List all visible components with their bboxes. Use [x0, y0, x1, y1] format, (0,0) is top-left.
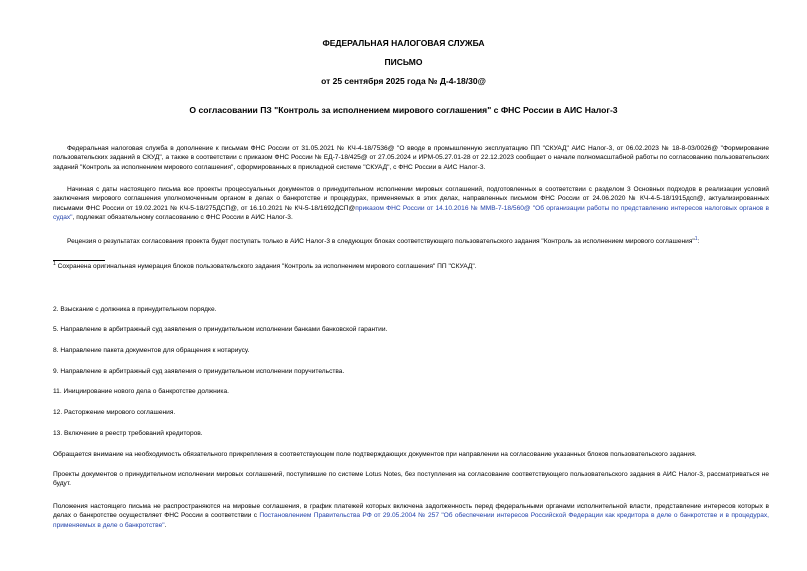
- agency-name: ФЕДЕРАЛЬНАЯ НАЛОГОВАЯ СЛУЖБА: [322, 38, 485, 48]
- list-item: 12. Расторжение мирового соглашения.: [53, 409, 176, 416]
- paragraph-3: [53, 237, 769, 246]
- document-title: О согласовании ПЗ "Контроль за исполнением мирового соглашения" с ФНС России в АИС Налог-3: [189, 105, 618, 115]
- list-item: 13. Включение в реестр требований кредиторов.: [53, 430, 203, 437]
- paragraph-6-text: Положения настоящего письма не распространяются на мировые соглашения, в график платежей которых включена задолженность перед федеральными органами исполнительной власти, представление интересов которых в делах о банкротстве осуществляет ФНС России в соответствии с: [53, 503, 769, 520]
- government-decree-link[interactable]: Постановлением Правительства РФ от 29.05.2004 № 257 "Об обеспечении интересов Российской Федерации как кредитора в деле о банкротстве и в процедурах, применяемых в деле о банкротстве": [53, 512, 769, 529]
- paragraph-6: [53, 502, 769, 530]
- list-item: 2. Взыскание с должника в принудительном порядке.: [53, 306, 217, 313]
- paragraph-6-end: .: [164, 521, 167, 529]
- order-link[interactable]: приказом ФНС России от 14.10.2016 № ММВ-7-18/560@ "Об организации работы по представлению интересов налоговых органов в судах": [53, 204, 769, 221]
- paragraph-4: Обращается внимание на необходимость обязательного прикрепления в соответствующем поле подтверждающих документов при направлении на согласование указанных блоков пользовательского задания.: [53, 451, 697, 458]
- paragraph-1: Федеральная налоговая служба в дополнение к письмам ФНС России от 31.05.2021 № КЧ-4-18/7536@ "О вводе в промышленную эксплуатацию ПП "СКУАД" АИС Налог-3, от 06.02.2023 № 18-8-03/0026@ "Формирование пользовательских заданий в СКУД", а также в соответствии с приказом ФНС России № ЕД-7-18/425@ от 27.05.2024 и ИРМ-05.27.01-28 от 22.12.2023 сообщает о начале полномасштабной работы по согласованию пользовательских заданий "Контроль за исполнением мирового соглашения", сформированных в прикладной системе "СКУАД", с ФНС России в АИС Налог-3.: [53, 145, 769, 171]
- footnote-mark: 1: [53, 260, 56, 267]
- list-item: 9. Направление в арбитражный суд заявления о принудительном исполнении поручительства.: [53, 368, 345, 375]
- footnote: [53, 262, 769, 271]
- footnote-divider: [53, 260, 105, 261]
- list-item: 11. Инициирование нового дела о банкротстве должника.: [53, 388, 229, 395]
- document-type: ПИСЬМО: [384, 57, 423, 67]
- paragraph-2-end: , подлежат обязательному согласованию с ФНС России в АИС Налог-3.: [72, 213, 293, 221]
- paragraph-2: [53, 185, 769, 222]
- list-item: 5. Направление в арбитражный суд заявления о принудительном исполнении банками банковской гарантии.: [53, 326, 388, 333]
- paragraph-3-end: :: [697, 238, 700, 245]
- footnote-ref[interactable]: 1: [694, 235, 698, 242]
- paragraph-5: Проекты документов о принудительном исполнении мировых соглашений, поступившие по системе Lotus Notes, без поступления на согласование соответствующего пользовательского задания в АИС Налог-3, рассматриваться не будут.: [53, 471, 769, 488]
- document-date-number: от 25 сентября 2025 года № Д-4-18/30@: [321, 76, 486, 86]
- paragraph-3-text: Рецензия о результатах согласования проекта будет поступать только в АИС Налог-3 в следующих блоках соответствующего пользовательского задания "Контроль за исполнением мирового соглашения": [67, 238, 695, 245]
- list-item: 8. Направление пакета документов для обращения к нотариусу.: [53, 347, 250, 354]
- footnote-text: Сохранена оригинальная нумерация блоков пользовательского задания "Контроль за исполнением мирового соглашения" ПП "СКУАД".: [57, 263, 477, 270]
- paragraph-2-text: Начиная с даты настоящего письма все проекты процессуальных документов о принудительном исполнении мировых соглашений, подготовленных в соответствии с разделом 3 Основных подходов в реализации условий заключения мирового соглашения уполномоченным органом в делах о банкротстве и процедурах, применяемых в этих делах, направленных письмом ФНС России от 24.06.2020 № КЧ-4-5-18/1915дсп@, актуализированных письмами ФНС России от 19.02.2021 № КЧ-5-18/275ДСП@, от 16.10.2021 № КЧ-5-18/1692ДСП@: [53, 186, 769, 212]
